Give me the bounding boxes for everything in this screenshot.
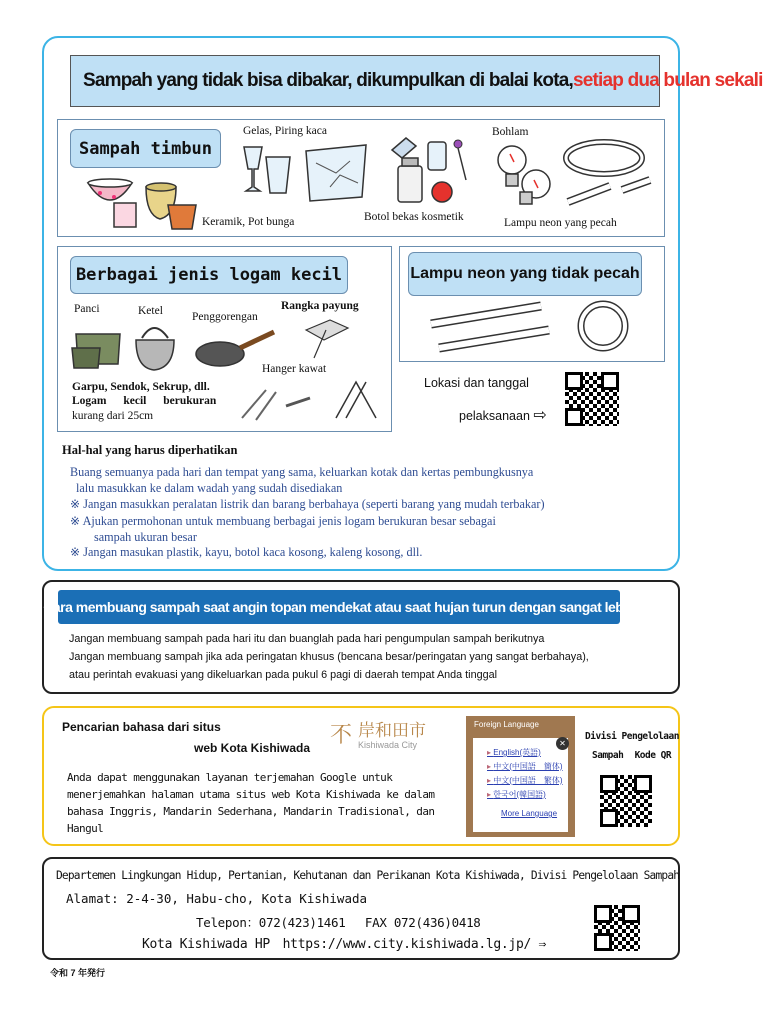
language-menu [473,738,568,832]
garpu-label: Garpu, Sendok, Sekrup, dll. [72,381,210,393]
ceramic-bowls-illustration [84,175,204,230]
cosmetic-bottles-illustration [386,136,476,206]
qr-code-location[interactable] [565,372,619,426]
rangka-label: Rangka payung [281,300,359,312]
qr-label-sampah: Sampah [592,750,624,761]
location-line1: Lokasi dan tanggal [424,376,529,390]
location-line2 [459,405,547,425]
qr-label-line2 [592,750,671,761]
note-line4-text: Jangan masukan plastik, kayu, botol kaca kosong, kaleng kosong, dll. [83,545,423,559]
note-line2-text: Jangan masukkan peralatan listrik dan barang berbahaya (seperti barang yang mudah terbakar) [83,497,545,511]
utensils-illustration [236,378,388,426]
footer-dept: Departemen Lingkungan Hidup, Pertanian, Kehutanan dan Perikanan Kota Kishiwada, Divisi Pengelolaan Sampah [56,869,680,882]
footer-telfax: Telepon：072(423)1461 FAX 072(436)0418 [196,915,481,930]
lang-title2: web Kota Kishiwada [194,741,311,755]
gelas-label: Gelas, Piring kaca [243,125,327,137]
neon-title: Lampu neon yang tidak pecah [408,252,642,296]
bohlam-label: Bohlam [492,126,529,138]
title-banner [70,55,763,107]
issued-note: 令和 7 年発行 [50,968,106,978]
lang-option-english[interactable]: ▸ English(英語) [487,747,568,758]
logo-mark-icon: 不 [330,722,353,747]
broken-bulb-illustration [490,140,560,210]
note-mark: ※ [70,545,81,559]
botol-label: Botol bekas kosmetik [364,211,464,223]
lang-option-chinese-traditional[interactable]: ▸ 中文(中国語 繁体) [487,775,568,786]
note-line2 [70,497,545,512]
note-line3a [70,514,496,529]
close-icon[interactable]: ✕ [556,737,569,750]
glass-plate-illustration [240,143,370,203]
lang-desc-line2: menerjemahkan halaman utama situs web Kota Kishiwada ke dalam [67,788,435,801]
qr-label-kode: Kode QR [634,750,672,761]
lang-desc [67,769,451,837]
logam-desc-line1: Logam kecil berukuran [72,395,217,407]
notes-heading: Hal-hal yang harus diperhatikan [62,443,238,457]
note-line3b: sampah ukuran besar [94,530,197,544]
note-mark: ※ [70,514,81,528]
qr-code-division[interactable] [600,775,652,827]
timbun-title: Sampah timbun [70,129,221,168]
note-line4 [70,545,422,560]
storm-line3: atau perintah evakuasi yang dikeluarkan pada pukul 6 pagi di daerah tempat Anda tinggal [69,669,497,681]
note-mark: ※ [70,497,81,511]
lang-desc-line3: bahasa Inggris, Mandarin Sederhana, Mandarin Tradisional, dan [67,805,435,818]
more-language-link[interactable]: More Language [501,809,558,818]
lang-desc-line4: Hangul [67,822,104,835]
logo-jp: 岸和田市 [358,721,426,740]
note-line1a: Buang semuanya pada hari dan tempat yang sama, keluarkan kotak dan kertas pembungkusnya [70,465,534,479]
ketel-label: Ketel [138,305,163,317]
panel-title: Foreign Language [474,720,539,729]
title-highlight: setiap dua bulan sekali [572,70,763,91]
broken-neon-illustration [560,136,660,216]
note-line3a-text: Ajukan permohonan untuk membuang berbagai jenis logam berukuran besar sebagai [82,514,496,528]
logam-title: Berbagai jenis logam kecil [70,256,348,294]
title-main: Sampah yang tidak bisa dibakar, dikumpulkan di balai kota, [83,70,573,91]
arrow-icon: ⇨ [533,407,547,424]
foreign-language-panel [466,716,575,837]
lampu-pecah-label: Lampu neon yang pecah [504,217,617,229]
kishiwada-logo [330,716,440,754]
hanger-label: Hanger kawat [262,363,327,375]
location-line2-text: pelaksanaan [459,409,530,423]
storm-line1: Jangan membuang sampah pada hari itu dan buanglah pada hari pengumpulan sampah berikutnya [69,633,545,645]
lang-option-korean[interactable]: ▸ 한국어(韓国語) [487,789,568,800]
storm-line2: Jangan membuang sampah jika ada peringatan khusus (bencana besar/peringatan yang sangat berbahaya), [69,651,589,663]
qr-code-homepage[interactable] [594,905,640,951]
note-line1b: lalu masukkan ke dalam wadah yang sudah disediakan [76,481,343,495]
logo-en: Kishiwada City [358,740,418,750]
footer-address: Alamat: 2-4-30, Habu-cho, Kota Kishiwada [66,891,368,906]
lang-desc-line1: Anda dapat menggunakan layanan terjemahan Google untuk [67,771,393,784]
panci-label: Panci [74,303,100,315]
keramik-label: Keramik, Pot bunga [202,216,295,228]
footer-hp: Kota Kishiwada HP https://www.city.kishiwada.lg.jp/ ⇒ [142,937,547,952]
qr-label-line1: Divisi Pengelolaan [585,731,679,742]
intact-neon-illustration [425,298,655,356]
lang-title1: Pencarian bahasa dari situs [62,720,221,734]
storm-title: Cara membuang sampah saat angin topan mendekat atau saat hujan turun dengan sangat lebat [58,590,620,624]
penggorengan-label: Penggorengan [192,311,258,323]
lang-option-chinese-simplified[interactable]: ▸ 中文(中国語 簡体) [487,761,568,772]
logam-desc-line2: kurang dari 25cm [72,410,154,422]
